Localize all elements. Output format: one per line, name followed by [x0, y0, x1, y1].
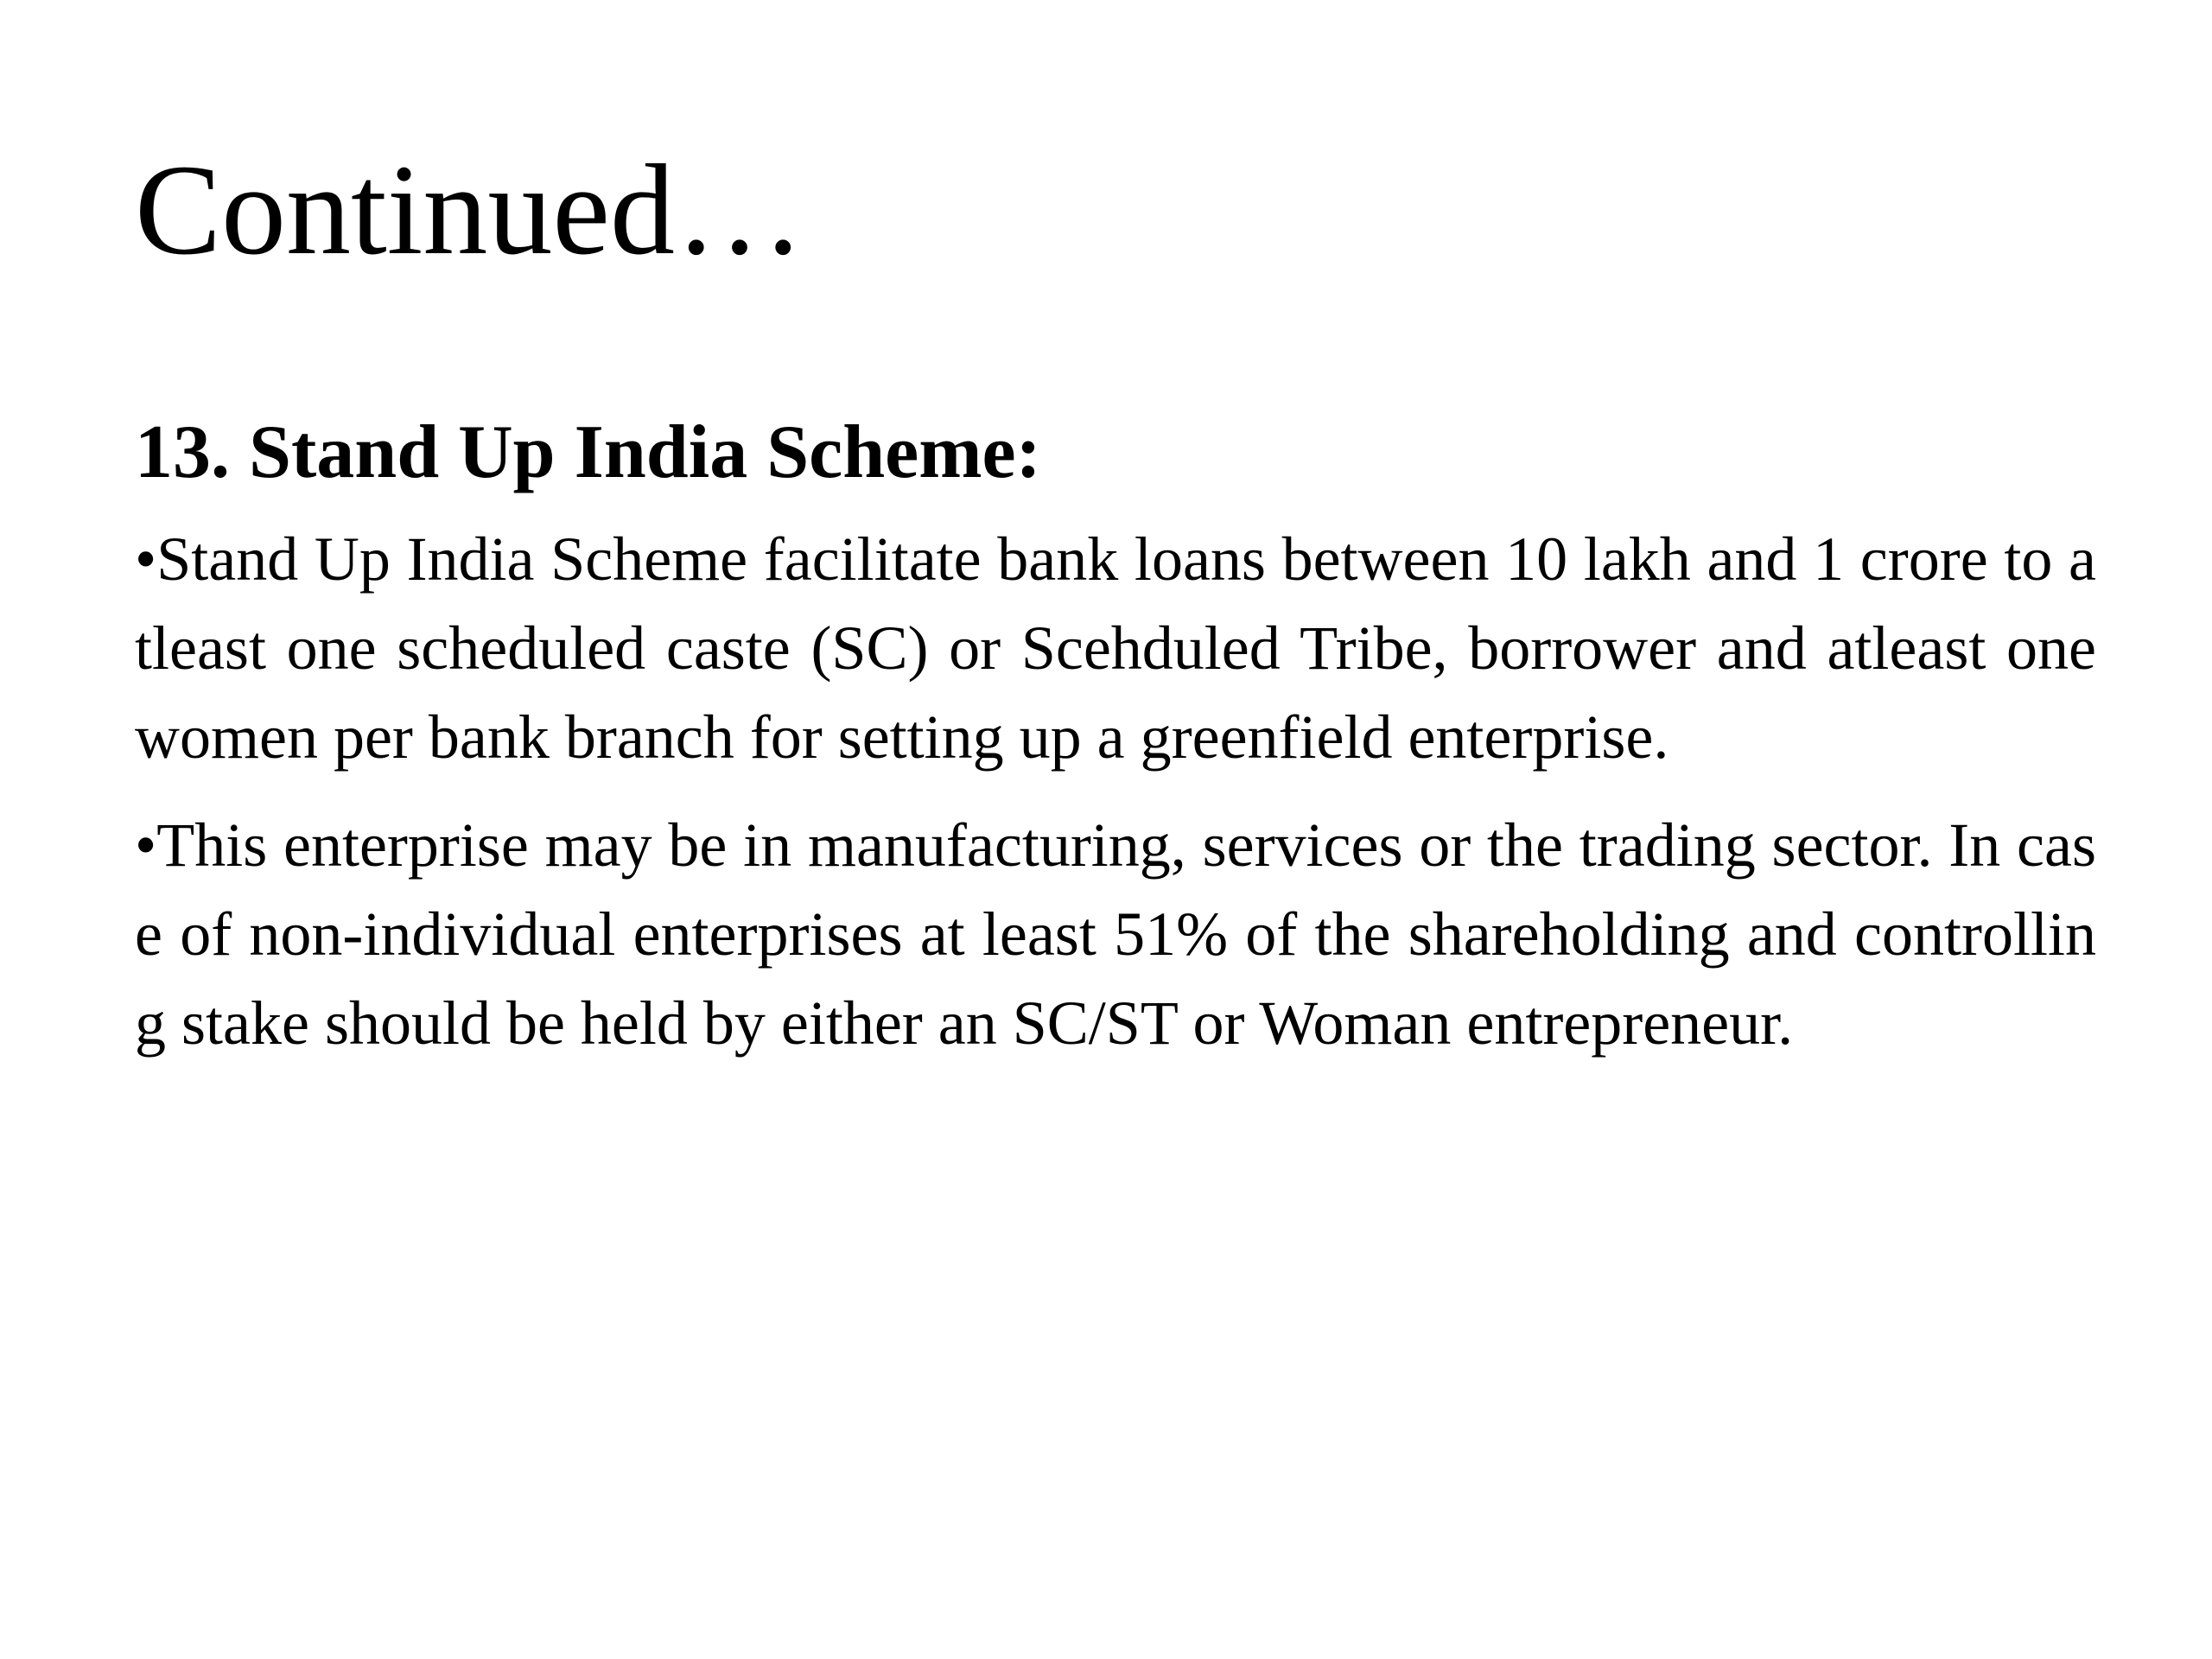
slide-title: Continued…: [135, 138, 804, 282]
slide-content: [135, 410, 2096, 1087]
bullet-paragraph-2: •This enterprise may be in manufacturing, services or the trading sector. In case of non-individual enterprises at least 51% of the shareholding and controlling stake should be held by either an SC/ST or Woman entrepreneur.: [135, 810, 2096, 1058]
section-heading: 13. Stand Up India Scheme:: [135, 410, 1041, 494]
bullet-paragraph-1: •Stand Up India Scheme facilitate bank loans between 10 lakh and 1 crore to atleast one scheduled caste (SC) or Scehduled Tribe, borrower and atleast one women per bank branch for setting up a greenfield enterprise.: [135, 524, 2096, 772]
